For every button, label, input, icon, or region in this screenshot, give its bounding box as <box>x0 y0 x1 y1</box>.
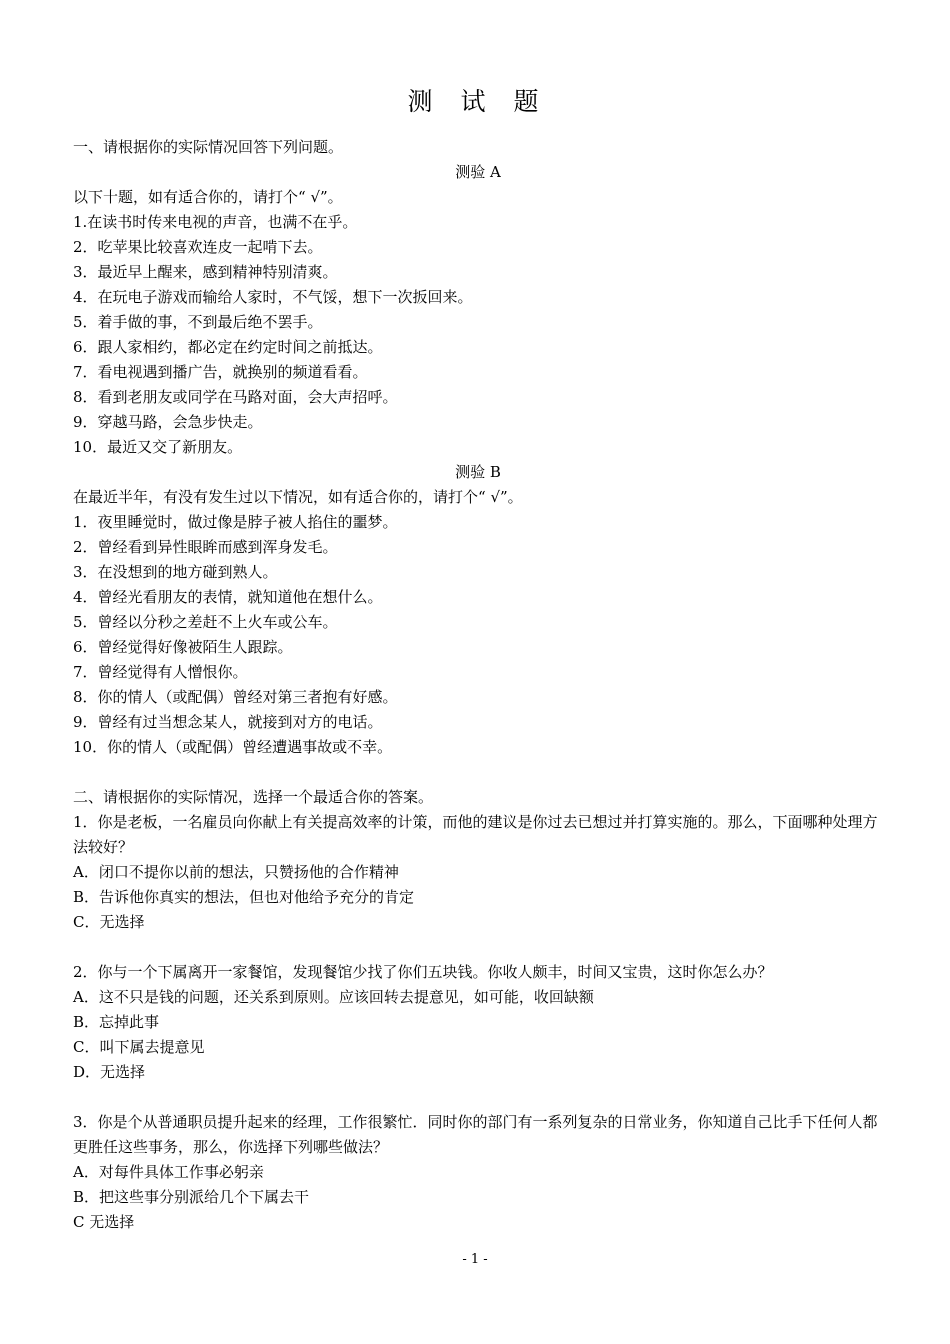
answer-option: B．把这些事分别派给几个下属去干 <box>73 1188 310 1206</box>
test-b-item: 8．你的情人（或配偶）曾经对第三者抱有好感。 <box>73 688 398 706</box>
test-b-item: 5．曾经以分秒之差赶不上火车或公车。 <box>73 613 338 631</box>
test-b-intro: 在最近半年，有没有发生过以下情况，如有适合你的，请打个“ √”。 <box>73 488 523 506</box>
test-a-item: 9．穿越马路，会急步快走。 <box>73 413 263 431</box>
answer-option: C．叫下属去提意见 <box>73 1038 205 1056</box>
test-b-item: 3．在没想到的地方碰到熟人。 <box>73 563 278 581</box>
spacer <box>73 1085 883 1110</box>
test-a-item: 4．在玩电子游戏而输给人家时，不气馁，想下一次扳回来。 <box>73 288 473 306</box>
section-1-heading: 一、请根据你的实际情况回答下列问题。 <box>73 138 344 156</box>
test-a-item: 7．看电视遇到播广告，就换别的频道看看。 <box>73 363 368 381</box>
answer-option: B．忘掉此事 <box>73 1013 160 1031</box>
page-number: - 1 - <box>462 1252 488 1267</box>
test-b-item: 9．曾经有过当想念某人，就接到对方的电话。 <box>73 713 383 731</box>
test-a-item: 2．吃苹果比较喜欢连皮一起啃下去。 <box>73 238 323 256</box>
answer-option: D．无选择 <box>73 1063 146 1081</box>
test-a-item: 10．最近又交了新朋友。 <box>73 438 243 456</box>
answer-option: A．这不只是钱的问题，还关系到原则。应该回转去提意见，如可能，收回缺额 <box>73 988 594 1006</box>
test-a-item: 1.在读书时传来电视的声音，也满不在乎。 <box>73 213 358 231</box>
test-a-intro: 以下十题，如有适合你的，请打个“ √”。 <box>73 188 343 206</box>
test-b-item: 2．曾经看到异性眼眸而感到浑身发毛。 <box>73 538 338 556</box>
answer-option: C．无选择 <box>73 913 145 931</box>
test-a-item: 8．看到老朋友或同学在马路对面，会大声招呼。 <box>73 388 398 406</box>
section-2-heading: 二、请根据你的实际情况，选择一个最适合你的答案。 <box>73 788 434 806</box>
answer-option: A．闭口不提你以前的想法，只赞扬他的合作精神 <box>73 863 399 881</box>
test-a-item: 3．最近早上醒来，感到精神特别清爽。 <box>73 263 338 281</box>
test-b-item: 6．曾经觉得好像被陌生人跟踪。 <box>73 638 293 656</box>
test-a-label: 测验 A <box>455 163 501 181</box>
question-text: 1．你是老板，一名雇员向你献上有关提高效率的计策，而他的建议是你过去已想过并打算实施的。那么，下面哪种处理方法较好？ <box>73 813 878 856</box>
answer-option: A．对每件具体工作事必躬亲 <box>73 1163 264 1181</box>
test-a-item: 6．跟人家相约，都必定在约定时间之前抵达。 <box>73 338 383 356</box>
question-text: 2．你与一个下属离开一家餐馆，发现餐馆少找了你们五块钱。你收人颇丰，时间又宝贵，这时你怎么办？ <box>73 963 773 981</box>
test-b-item: 10．你的情人（或配偶）曾经遭遇事故或不幸。 <box>73 738 393 756</box>
test-b-item: 7．曾经觉得有人憎恨你。 <box>73 663 248 681</box>
page-title: 测 试 题 <box>407 87 549 116</box>
test-b-item: 1．夜里睡觉时，做过像是脖子被人掐住的噩梦。 <box>73 513 398 531</box>
spacer <box>73 760 883 785</box>
answer-option: C 无选择 <box>73 1213 135 1231</box>
document-page <box>73 85 883 1235</box>
answer-option: B．告诉他你真实的想法，但也对他给予充分的肯定 <box>73 888 415 906</box>
spacer <box>73 935 883 960</box>
question-text: 3．你是个从普通职员提升起来的经理，工作很繁忙．同时你的部门有一系列复杂的日常业务，你知道自己比手下任何人都更胜任这些事务，那么，你选择下列哪些做法？ <box>73 1113 878 1156</box>
test-b-item: 4．曾经光看朋友的表情，就知道他在想什么。 <box>73 588 383 606</box>
test-a-item: 5．着手做的事，不到最后绝不罢手。 <box>73 313 323 331</box>
test-b-label: 测验 B <box>455 463 501 481</box>
